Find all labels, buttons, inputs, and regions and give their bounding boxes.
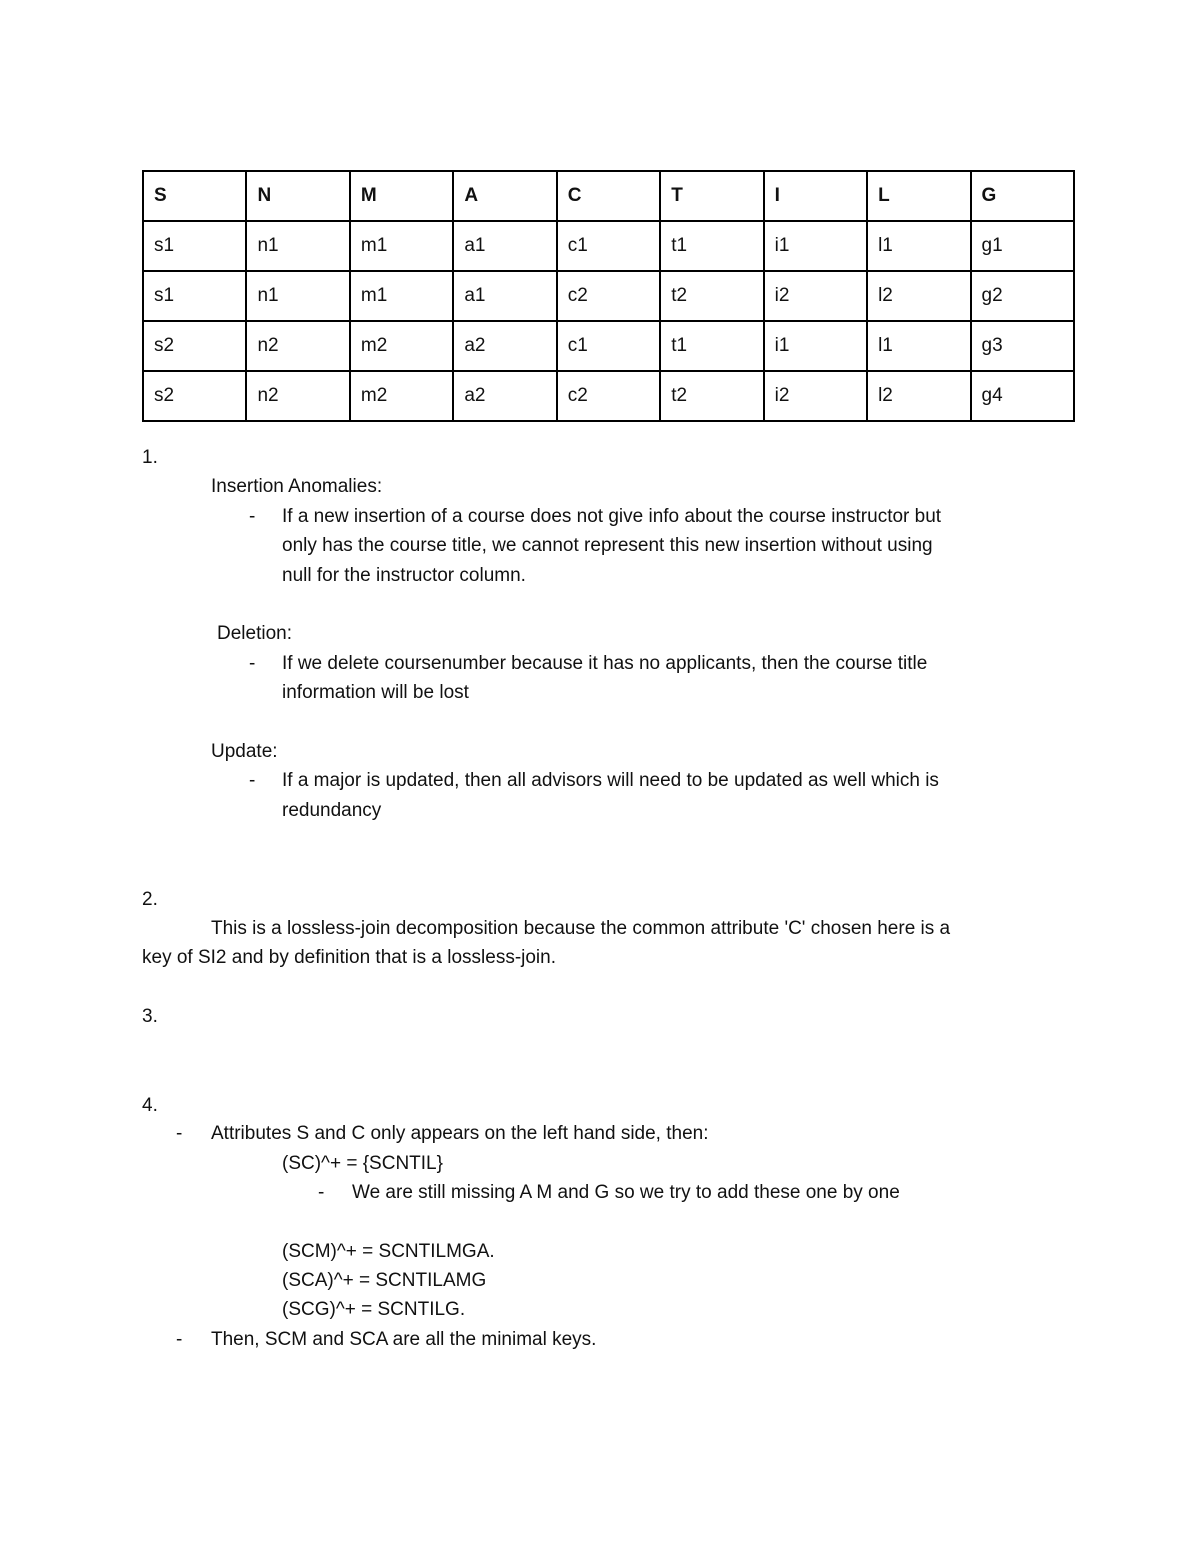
table-cell: g1: [971, 221, 1075, 271]
table-cell: m1: [350, 271, 453, 321]
header-cell: N: [246, 171, 349, 221]
table-cell: l1: [867, 221, 970, 271]
closure-line: (SC)^+ = {SCNTIL}: [282, 1153, 443, 1174]
q4-bullet: Attributes S and C only appears on the left hand side, then:: [211, 1123, 709, 1144]
table-row: [143, 271, 1074, 321]
table-row: [143, 371, 1074, 421]
q2-line: This is a lossless-join decomposition because the common attribute 'C' chosen here is a: [211, 918, 951, 939]
deletion-line: information will be lost: [282, 682, 469, 703]
closure-line: (SCM)^+ = SCNTILMGA.: [282, 1241, 495, 1262]
q4-number: 4.: [142, 1095, 158, 1116]
table-cell: a2: [453, 371, 556, 421]
header-cell: L: [867, 171, 970, 221]
table-row: [143, 321, 1074, 371]
table-cell: c1: [557, 221, 660, 271]
table-cell: n2: [246, 371, 349, 421]
insertion-line: If a new insertion of a course does not give info about the course instructor but: [282, 506, 942, 527]
table-cell: s1: [143, 271, 246, 321]
bullet-dash: -: [318, 1182, 325, 1203]
header-cell: S: [143, 171, 246, 221]
bullet-dash: -: [176, 1329, 183, 1350]
table-cell: l1: [867, 321, 970, 371]
table-cell: s2: [143, 321, 246, 371]
table-row: [143, 221, 1074, 271]
closure-line: (SCA)^+ = SCNTILAMG: [282, 1270, 487, 1291]
bullet-dash: -: [249, 653, 256, 674]
q2-line: key of SI2 and by definition that is a lossless-join.: [142, 947, 557, 968]
deletion-heading: Deletion:: [217, 623, 292, 644]
q1-number: 1.: [142, 447, 158, 468]
insertion-line: only has the course title, we cannot represent this new insertion without using: [282, 535, 933, 556]
table-cell: a2: [453, 321, 556, 371]
table-cell: m1: [350, 221, 453, 271]
table-cell: n1: [246, 221, 349, 271]
table-cell: g3: [971, 321, 1075, 371]
table-cell: t2: [660, 371, 763, 421]
header-cell: G: [971, 171, 1075, 221]
bullet-dash: -: [249, 770, 256, 791]
table-cell: s2: [143, 371, 246, 421]
update-line: redundancy: [282, 800, 382, 821]
table-cell: t1: [660, 221, 763, 271]
table-cell: c2: [557, 371, 660, 421]
table-cell: m2: [350, 321, 453, 371]
insertion-heading: Insertion Anomalies:: [211, 476, 383, 497]
table-cell: l2: [867, 271, 970, 321]
bullet-dash: -: [249, 506, 256, 527]
table-cell: g4: [971, 371, 1075, 421]
header-cell: I: [764, 171, 867, 221]
table-cell: i2: [764, 271, 867, 321]
bullet-dash: -: [176, 1123, 183, 1144]
insertion-line: null for the instructor column.: [282, 565, 526, 586]
table-cell: c1: [557, 321, 660, 371]
table-cell: l2: [867, 371, 970, 421]
relation-table: [142, 170, 1075, 422]
q4-sub-bullet: We are still missing A M and G so we try to add these one by one: [352, 1182, 900, 1203]
deletion-line: If we delete coursenumber because it has no applicants, then the course title: [282, 653, 928, 674]
table-cell: g2: [971, 271, 1075, 321]
table-cell: t1: [660, 321, 763, 371]
table-cell: s1: [143, 221, 246, 271]
header-cell: M: [350, 171, 453, 221]
header-cell: A: [453, 171, 556, 221]
table-cell: t2: [660, 271, 763, 321]
table-cell: n1: [246, 271, 349, 321]
table-cell: i2: [764, 371, 867, 421]
q4-bullet: Then, SCM and SCA are all the minimal keys.: [211, 1329, 597, 1350]
table-cell: a1: [453, 271, 556, 321]
table-cell: m2: [350, 371, 453, 421]
table-header-row: [143, 171, 1074, 221]
q2-number: 2.: [142, 889, 158, 910]
table-cell: i1: [764, 221, 867, 271]
table-cell: a1: [453, 221, 556, 271]
table-cell: i1: [764, 321, 867, 371]
table-cell: n2: [246, 321, 349, 371]
update-heading: Update:: [211, 741, 278, 762]
update-line: If a major is updated, then all advisors will need to be updated as well which is: [282, 770, 939, 791]
closure-line: (SCG)^+ = SCNTILG.: [282, 1299, 466, 1320]
q3-number: 3.: [142, 1006, 158, 1027]
header-cell: T: [660, 171, 763, 221]
header-cell: C: [557, 171, 660, 221]
table-cell: c2: [557, 271, 660, 321]
